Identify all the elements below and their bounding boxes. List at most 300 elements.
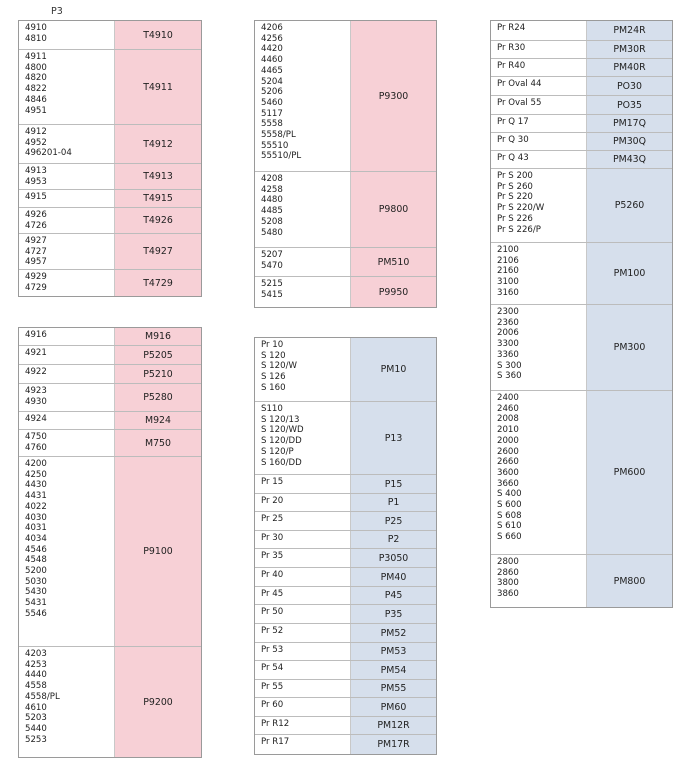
table-row xyxy=(491,115,672,133)
code-item: Pr 55 xyxy=(261,682,284,692)
code-item: Pr R24 xyxy=(497,23,526,33)
code-list xyxy=(19,164,114,189)
table-row xyxy=(491,151,672,169)
code-list xyxy=(491,96,586,114)
code-item: 5460 xyxy=(261,97,283,108)
product-code: PM40R xyxy=(586,59,672,76)
product-code: PM24R xyxy=(586,21,672,40)
product-code: T4927 xyxy=(114,234,201,269)
code-item: Pr 45 xyxy=(261,589,284,599)
code-item: S 300 xyxy=(497,360,522,371)
code-list xyxy=(255,587,350,604)
product-code: T4915 xyxy=(114,190,201,207)
code-list xyxy=(19,384,114,411)
code-item: S 120/W xyxy=(261,361,297,372)
code-item: Pr S 260 xyxy=(497,181,533,192)
code-item: Pr Q 43 xyxy=(497,153,529,163)
code-item: 4200 xyxy=(25,459,47,469)
code-list xyxy=(491,151,586,168)
code-item: 5204 xyxy=(261,76,283,87)
code-item: S 120/P xyxy=(261,446,294,457)
code-item: 4558 xyxy=(25,681,47,692)
table-row xyxy=(19,328,201,346)
code-item: 4922 xyxy=(25,367,47,377)
code-list xyxy=(255,661,350,679)
code-item: Pr 50 xyxy=(261,607,284,617)
code-list xyxy=(255,680,350,697)
code-list xyxy=(491,243,586,304)
code-item: Pr R40 xyxy=(497,61,526,71)
table-row xyxy=(255,717,436,735)
table-row xyxy=(491,391,672,555)
code-item: S 120/DD xyxy=(261,436,302,447)
code-item: Pr Oval 55 xyxy=(497,98,542,108)
table-row xyxy=(491,305,672,391)
table-row xyxy=(19,125,201,164)
code-item: 4911 xyxy=(25,52,47,62)
code-item: 55510 xyxy=(261,140,289,151)
product-code: T4913 xyxy=(114,164,201,189)
table-row xyxy=(255,172,436,248)
product-code: M924 xyxy=(114,412,201,429)
code-list xyxy=(491,59,586,76)
code-item: 5415 xyxy=(261,289,283,300)
table-row xyxy=(19,164,201,190)
code-list xyxy=(19,50,114,124)
table-row xyxy=(255,277,436,307)
product-code: PM30R xyxy=(586,41,672,58)
code-item: 5430 xyxy=(25,587,47,598)
code-list xyxy=(255,402,350,474)
code-item: S 660 xyxy=(497,532,522,543)
code-list xyxy=(19,430,114,456)
code-item: 4822 xyxy=(25,84,47,95)
code-item: 4912 xyxy=(25,127,47,137)
table-row xyxy=(255,605,436,624)
table-row xyxy=(19,21,201,50)
code-item: 4203 xyxy=(25,649,47,659)
code-item: S 120/WD xyxy=(261,425,304,436)
code-item: 4924 xyxy=(25,414,47,424)
table-row xyxy=(491,133,672,151)
code-list xyxy=(19,328,114,345)
reference-table-1 xyxy=(18,20,202,297)
code-list xyxy=(491,169,586,242)
table-row xyxy=(255,735,436,754)
code-item: S 400 xyxy=(497,489,522,500)
product-code: PM600 xyxy=(586,391,672,554)
code-list xyxy=(255,494,350,511)
table-row xyxy=(491,41,672,59)
code-item: 3600 xyxy=(497,467,519,478)
code-list xyxy=(255,698,350,716)
code-item: 5208 xyxy=(261,216,283,227)
code-item: Pr 35 xyxy=(261,551,284,561)
code-item: 55510/PL xyxy=(261,151,302,162)
code-item: 4760 xyxy=(25,442,47,453)
code-item: Pr S 200 xyxy=(497,171,533,181)
code-item: 5206 xyxy=(261,87,283,98)
table-row xyxy=(19,234,201,270)
product-code: P9800 xyxy=(350,172,436,247)
code-list xyxy=(19,412,114,429)
product-code: T4912 xyxy=(114,125,201,163)
code-item: S 120 xyxy=(261,350,286,361)
code-item: 4465 xyxy=(261,65,283,76)
code-list xyxy=(255,549,350,567)
code-item: S 120/13 xyxy=(261,414,300,425)
code-item: 4420 xyxy=(261,44,283,55)
reference-table-3 xyxy=(254,20,437,308)
code-item: Pr R12 xyxy=(261,719,290,729)
code-item: 4431 xyxy=(25,491,47,502)
product-code: P9200 xyxy=(114,647,201,757)
code-item: 4921 xyxy=(25,348,47,358)
table-row xyxy=(19,270,201,296)
code-list xyxy=(255,172,350,247)
code-item: Pr S 226/P xyxy=(497,224,541,235)
table-row xyxy=(491,77,672,96)
code-item: S 600 xyxy=(497,500,522,511)
code-item: 4952 xyxy=(25,137,47,148)
product-code: P2 xyxy=(350,531,436,548)
code-item: Pr 30 xyxy=(261,533,284,543)
code-item: 5546 xyxy=(25,608,47,619)
code-item: 4022 xyxy=(25,501,47,512)
code-list xyxy=(19,234,114,269)
code-list xyxy=(255,338,350,401)
code-item: 4546 xyxy=(25,544,47,555)
code-list xyxy=(255,717,350,734)
code-item: 4031 xyxy=(25,523,47,534)
code-item: 5253 xyxy=(25,734,47,745)
product-code: M916 xyxy=(114,328,201,345)
code-item: S 610 xyxy=(497,521,522,532)
code-item: 4440 xyxy=(25,670,47,681)
product-code: T4926 xyxy=(114,208,201,233)
code-item: Pr 54 xyxy=(261,663,284,673)
product-code: P45 xyxy=(350,587,436,604)
code-item: 4846 xyxy=(25,94,47,105)
code-item: 4951 xyxy=(25,105,47,116)
code-item: 2460 xyxy=(497,403,519,414)
product-code: PO30 xyxy=(586,77,672,95)
table-row xyxy=(255,624,436,643)
product-code: PM60 xyxy=(350,698,436,716)
code-item: 3160 xyxy=(497,287,519,298)
product-code: PM52 xyxy=(350,624,436,642)
code-item: Pr R17 xyxy=(261,737,290,747)
code-item: 4727 xyxy=(25,246,47,257)
code-item: 4258 xyxy=(261,184,283,195)
product-code: P15 xyxy=(350,475,436,493)
table-row xyxy=(491,59,672,77)
code-item: 5203 xyxy=(25,713,47,724)
code-item: 496201-04 xyxy=(25,148,72,159)
reference-table-2 xyxy=(18,327,202,758)
code-item: 4913 xyxy=(25,166,47,176)
code-list xyxy=(19,365,114,383)
code-item: S 608 xyxy=(497,510,522,521)
code-item: Pr 25 xyxy=(261,514,284,524)
code-item: 2360 xyxy=(497,317,519,328)
product-code: P5205 xyxy=(114,346,201,364)
code-item: 2800 xyxy=(497,557,519,567)
code-item: Pr 52 xyxy=(261,626,284,636)
product-code: T4910 xyxy=(114,21,201,49)
code-item: 4929 xyxy=(25,272,47,282)
table-row xyxy=(491,243,672,305)
code-list xyxy=(255,735,350,754)
code-list xyxy=(491,115,586,132)
code-item: 4034 xyxy=(25,533,47,544)
code-item: 2106 xyxy=(497,255,519,266)
code-item: 4558/PL xyxy=(25,691,60,702)
code-list xyxy=(255,475,350,493)
code-item: 4726 xyxy=(25,220,47,231)
code-item: 4206 xyxy=(261,23,283,33)
code-item: Pr 60 xyxy=(261,700,284,710)
code-list xyxy=(255,277,350,307)
code-item: 4810 xyxy=(25,33,47,44)
code-item: 4250 xyxy=(25,469,47,480)
code-item: 5200 xyxy=(25,566,47,577)
code-item: Pr 40 xyxy=(261,570,284,580)
table-row xyxy=(255,512,436,531)
code-item: 5117 xyxy=(261,108,283,119)
table-row xyxy=(491,555,672,607)
code-item: 3860 xyxy=(497,589,519,600)
table-row xyxy=(255,698,436,717)
code-item: Pr 53 xyxy=(261,645,284,655)
table-row xyxy=(491,96,672,115)
code-item: 4610 xyxy=(25,702,47,713)
table-row xyxy=(255,587,436,605)
code-list xyxy=(19,647,114,757)
code-item: 5030 xyxy=(25,576,47,587)
table-row xyxy=(255,568,436,587)
code-item: 2660 xyxy=(497,457,519,468)
code-list xyxy=(491,555,586,607)
code-list xyxy=(255,21,350,171)
code-item: 2010 xyxy=(497,425,519,436)
code-list xyxy=(19,190,114,207)
code-item: 2860 xyxy=(497,567,519,578)
product-code: P13 xyxy=(350,402,436,474)
code-item: 4256 xyxy=(261,33,283,44)
code-item: S 160/DD xyxy=(261,457,302,468)
product-code: PM30Q xyxy=(586,133,672,150)
code-item: 4930 xyxy=(25,396,47,407)
code-item: 3800 xyxy=(497,578,519,589)
code-item: 5558 xyxy=(261,119,283,130)
code-item: 5470 xyxy=(261,260,283,271)
product-code: P9300 xyxy=(350,21,436,171)
table-row xyxy=(491,21,672,41)
table-row xyxy=(255,549,436,568)
table-row xyxy=(19,412,201,430)
product-code: P5260 xyxy=(586,169,672,242)
code-item: Pr Oval 44 xyxy=(497,79,542,89)
code-item: 2100 xyxy=(497,245,519,255)
reference-table-5 xyxy=(490,20,673,608)
table-row xyxy=(19,384,201,412)
product-code: P9950 xyxy=(350,277,436,307)
code-list xyxy=(255,512,350,530)
product-code: P25 xyxy=(350,512,436,530)
table-row xyxy=(255,402,436,475)
code-item: 4253 xyxy=(25,659,47,670)
code-list xyxy=(255,605,350,623)
code-item: 5440 xyxy=(25,723,47,734)
code-item: 2300 xyxy=(497,307,519,317)
code-item: 2000 xyxy=(497,435,519,446)
product-code: PM100 xyxy=(586,243,672,304)
code-item: S 360 xyxy=(497,371,522,382)
code-list xyxy=(19,346,114,364)
product-code: PM54 xyxy=(350,661,436,679)
product-code: PO35 xyxy=(586,96,672,114)
code-item: Pr R30 xyxy=(497,43,526,53)
table-row xyxy=(19,457,201,647)
code-item: 2006 xyxy=(497,328,519,339)
code-item: 3300 xyxy=(497,339,519,350)
page-label: P3 xyxy=(51,6,63,17)
code-item: 3660 xyxy=(497,478,519,489)
code-item: 4927 xyxy=(25,236,47,246)
code-list xyxy=(255,531,350,548)
code-list xyxy=(255,643,350,660)
code-item: 3360 xyxy=(497,349,519,360)
code-list xyxy=(491,305,586,390)
code-item: 4923 xyxy=(25,386,47,396)
product-code: T4911 xyxy=(114,50,201,124)
table-row xyxy=(491,169,672,243)
table-row xyxy=(255,494,436,512)
code-item: S 160 xyxy=(261,382,286,393)
code-list xyxy=(491,21,586,40)
product-code: M750 xyxy=(114,430,201,456)
table-row xyxy=(19,208,201,234)
product-code: P5210 xyxy=(114,365,201,383)
code-list xyxy=(491,133,586,150)
table-row xyxy=(255,661,436,680)
table-row xyxy=(255,680,436,698)
code-item: 4030 xyxy=(25,512,47,523)
reference-table-4 xyxy=(254,337,437,755)
product-code: PM12R xyxy=(350,717,436,734)
code-list xyxy=(491,77,586,95)
code-item: 4910 xyxy=(25,23,47,33)
code-item: 4430 xyxy=(25,480,47,491)
code-item: 4480 xyxy=(261,195,283,206)
code-item: 5207 xyxy=(261,250,283,260)
code-item: Pr S 226 xyxy=(497,213,533,224)
table-row xyxy=(255,248,436,277)
code-item: 4915 xyxy=(25,192,47,202)
code-item: 4820 xyxy=(25,73,47,84)
code-item: 4729 xyxy=(25,282,47,293)
table-row xyxy=(255,21,436,172)
code-item: Pr 20 xyxy=(261,496,284,506)
product-code: P5280 xyxy=(114,384,201,411)
product-code: P35 xyxy=(350,605,436,623)
code-item: 2008 xyxy=(497,414,519,425)
code-item: 4548 xyxy=(25,555,47,566)
product-code: P9100 xyxy=(114,457,201,646)
product-code: PM17Q xyxy=(586,115,672,132)
product-code: PM53 xyxy=(350,643,436,660)
table-row xyxy=(255,531,436,549)
product-code: PM55 xyxy=(350,680,436,697)
code-item: S 126 xyxy=(261,372,286,383)
code-list xyxy=(255,568,350,586)
table-row xyxy=(19,365,201,384)
code-item: 2160 xyxy=(497,266,519,277)
code-item: 5431 xyxy=(25,598,47,609)
code-item: 2400 xyxy=(497,393,519,403)
table-row xyxy=(255,643,436,661)
code-item: 4800 xyxy=(25,62,47,73)
product-code: P1 xyxy=(350,494,436,511)
product-code: PM40 xyxy=(350,568,436,586)
code-item: Pr 10 xyxy=(261,340,284,350)
code-item: 5558/PL xyxy=(261,130,296,141)
code-item: Pr S 220/W xyxy=(497,203,545,214)
code-list xyxy=(19,208,114,233)
product-code: T4729 xyxy=(114,270,201,296)
table-row xyxy=(19,430,201,457)
code-list xyxy=(19,270,114,296)
code-list xyxy=(19,457,114,646)
product-code: PM300 xyxy=(586,305,672,390)
code-item: 3100 xyxy=(497,277,519,288)
code-item: 4916 xyxy=(25,330,47,340)
product-code: PM510 xyxy=(350,248,436,276)
product-code: PM17R xyxy=(350,735,436,754)
product-code: PM10 xyxy=(350,338,436,401)
code-list xyxy=(255,248,350,276)
code-item: 4926 xyxy=(25,210,47,220)
code-item: 4485 xyxy=(261,206,283,217)
product-code: PM43Q xyxy=(586,151,672,168)
code-item: 4957 xyxy=(25,257,47,268)
table-row xyxy=(19,346,201,365)
code-list xyxy=(491,391,586,554)
code-item: 4460 xyxy=(261,55,283,66)
code-list xyxy=(491,41,586,58)
product-code: PM800 xyxy=(586,555,672,607)
code-item: 4953 xyxy=(25,176,47,187)
code-item: 5215 xyxy=(261,279,283,289)
table-row xyxy=(19,647,201,757)
table-row xyxy=(255,475,436,494)
code-list xyxy=(19,125,114,163)
code-item: 5480 xyxy=(261,227,283,238)
code-item: 4208 xyxy=(261,174,283,184)
code-list xyxy=(255,624,350,642)
code-item: Pr 15 xyxy=(261,477,284,487)
table-row xyxy=(19,50,201,125)
table-row xyxy=(19,190,201,208)
code-item: Pr S 220 xyxy=(497,192,533,203)
code-list xyxy=(19,21,114,49)
code-item: 2600 xyxy=(497,446,519,457)
code-item: Pr Q 17 xyxy=(497,117,529,127)
code-item: 4750 xyxy=(25,432,47,442)
product-code: P3050 xyxy=(350,549,436,567)
code-item: Pr Q 30 xyxy=(497,135,529,145)
